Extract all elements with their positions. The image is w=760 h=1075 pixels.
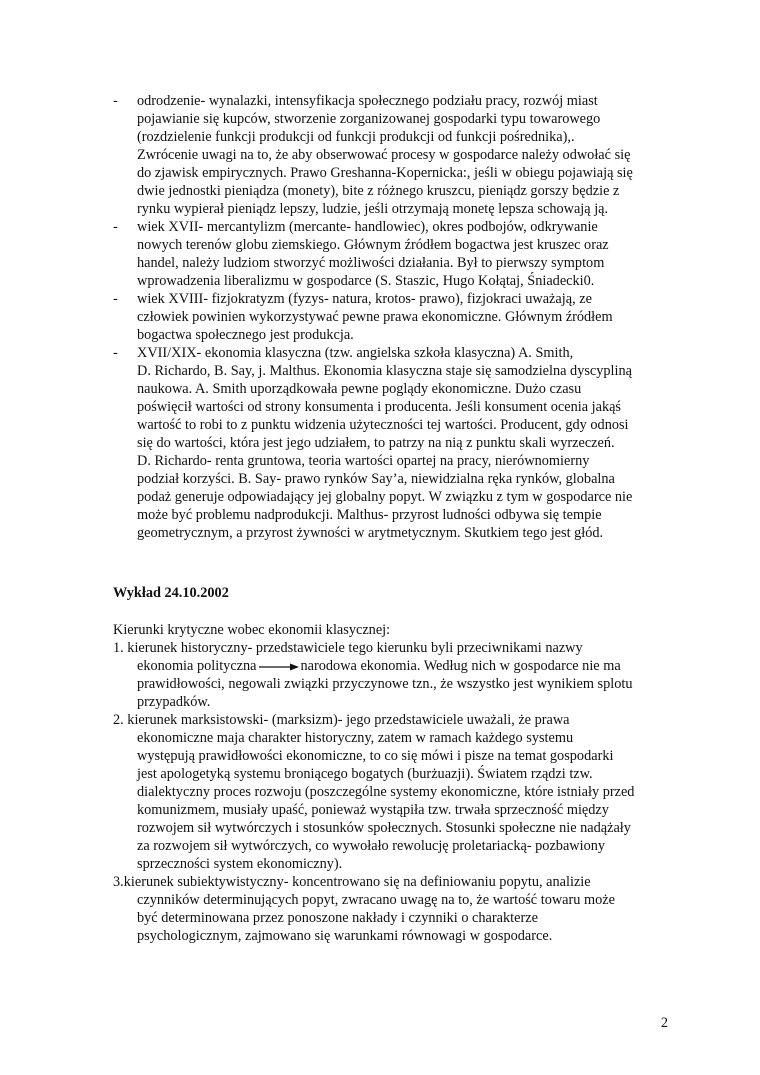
bullet-text: wiek XVIII- fizjokratyzm (fyzys- natura, krotos- prawo), fizjokraci uważają, ze człowiek powinien wykorzystywać pewne prawa ekonomiczne. Głównym źródłem bogactwa społecznego jest produkcja. (137, 291, 613, 343)
numbered-item-historical: 1. kierunek historyczny- przedstawiciele tego kierunku byli przeciwnikami nazwy ekonomia polityczna narodowa ekonomia. Według nich w gospodarce nie ma prawidłowości, negowali związki przyczynowe tzn., że wszystko jest wynikiem splotu przypadków. (113, 640, 633, 710)
bullet-renaissance (113, 92, 673, 218)
bullet-mercantilism (113, 218, 673, 290)
critical-directions-list (113, 639, 673, 945)
bullet-marker: - (113, 291, 118, 307)
bullet-text: wiek XVII- mercantylizm (mercante- handlowiec), okres podbojów, odkrywanie nowych terenów globu ziemskiego. Głównym źródłem bogactwa jest kruszec oraz handel, należy ludziom stworzyć możliwości działania. Był to pierwszy symptom wprowadzenia liberalizmu w gospodarce (S. Staszic, Hugo Kołątaj, Śniadecki0. (137, 219, 609, 289)
right-arrow-icon (259, 663, 299, 671)
intro-line: Kierunki krytyczne wobec ekonomii klasycznej: (113, 622, 391, 638)
lecture-heading: Wykład 24.10.2002 (113, 585, 229, 601)
history-bullet-list (113, 92, 673, 542)
bullet-marker: - (113, 345, 118, 361)
page-number: 2 (660, 1015, 668, 1031)
bullet-text: odrodzenie- wynalazki, intensyfikacja społecznego podziału pracy, rozwój miast pojawianie się kupców, stworzenie zorganizowanej gospodarki typu towarowego (rozdzielenie funkcji produkcji od funkcji produkcji od funkcji pośrednika),. Zwrócenie uwagi na to, że aby obserwować procesy w gospodarce należy odwołać się do zjawisk empirycznych. Prawo Greshanna-Kopernicka:, jeśli w obiegu pojawiają się dwie jednostki pieniądza (monety), bite z różnego kruszcu, pieniądz gorszy będzie z rynku wypierał pieniądz lepszy, ludzie, jeśli otrzymają monetę lepsza schowają ją. (137, 93, 633, 217)
bullet-marker: - (113, 219, 118, 235)
bullet-marker: - (113, 93, 118, 109)
bullet-physiocracy (113, 290, 673, 344)
bullet-text: XVII/XIX- ekonomia klasyczna (tzw. angielska szkoła klasyczna) A. Smith, D. Richardo, B. Say, j. Malthus. Ekonomia klasyczna staje się samodzielna dyscypliną naukowa. A. Smith uporządkowała pewne poglądy ekonomiczne. Dużo czasu poświęcił wartości od strony konsumenta i producenta. Jeśli konsument ocenia jakąś wartość to robi to z punktu widzenia użyteczności tej wartości. Producent, gdy odnosi się do wartości, która jest jego udziałem, to patrzy na nią z punktu skali wyrzeczeń. D. Richardo- renta gruntowa, teoria wartości opartej na pracy, nierównomierny podział korzyści. B. Say- prawo rynków Say’a, niewidzialna ręka rynków, globalna podaż generuje odpowiadający jej globalny popyt. W związku z tym w gospodarce nie może być problemu nadprodukcji. Malthus- przyrost ludności odbywa się tempie geometrycznym, a przyrost żywności w arytmetycznym. Skutkiem tego jest głód. (137, 345, 633, 541)
bullet-classical-economics (113, 344, 673, 542)
numbered-item-marxist: 2. kierunek marksistowski- (marksizm)- jego przedstawiciele uważali, że prawa ekonomiczne maja charakter historyczny, zatem w ramach każdego systemu występują prawidłowości ekonomiczne, to co się mówi i pisze na temat gospodarki jest apologetyką systemu broniącego bogatych (burżuazji). Światem rządzi tzw. dialektyczny proces rozwoju (poszczególne systemy ekonomiczne, które istniały przed komunizmem, musiały upaść, ponieważ wystąpiła tzw. trwała sprzeczność między rozwojem sił wytwórczych i stosunków społecznych. Stosunki społeczne nie nadążały za rozwojem sił wytwórczych, co wywołało rewolucję proletariacką- pozbawiony sprzeczności system ekonomiczny). (113, 712, 635, 872)
numbered-item-subjectivist: 3.kierunek subiektywistyczny- koncentrowano się na definiowaniu popytu, analizie czynników determinujących popyt, zwracano uwagę na to, że wartość towaru może być determinowana przez ponoszone nakłady i czynniki o charakterze psychologicznym, zajmowano się warunkami równowagi w gospodarce. (113, 874, 615, 944)
